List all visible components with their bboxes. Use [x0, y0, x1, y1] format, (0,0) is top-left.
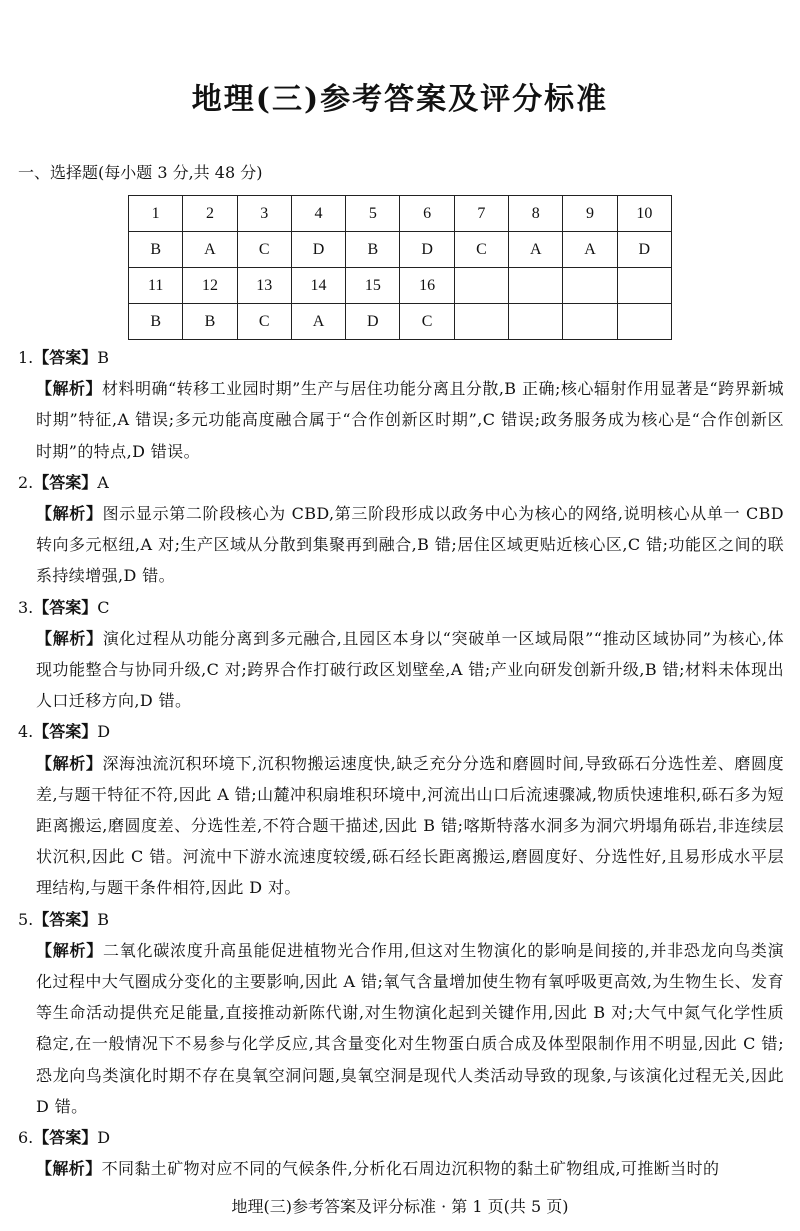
analysis-paragraph — [36, 1153, 784, 1184]
question-number: 1. — [18, 348, 34, 367]
analysis-paragraph — [36, 623, 784, 717]
answer-item — [18, 467, 784, 592]
answer-table-row — [129, 232, 672, 268]
answer-value: B — [97, 909, 110, 929]
answer-label: 【答案】 — [33, 472, 98, 492]
answer-table-cell: 3 — [237, 196, 291, 232]
analysis-text: 二氧化碳浓度升高虽能促进植物光合作用,但这对生物演化的影响是间接的,并非恐龙向鸟类演化过程中大气圈成分变化的主要影响,因此 A 错;氧气含量增加使生物有氧呼吸更高效,为生物生长、发育等生命活动提供充足能量,直接推动新陈代谢,对生物演化起到关键作用,因此 B 对;大气中氮气化学性质稳定,在一般情况下不易参与化学反应,其含量变化对生物蛋白质合成及体型限制作用不明显,因此 C 错;恐龙向鸟类演化时期不存在臭氧空洞问题,臭氧空洞是现代人类活动导致的现象,与该演化过程无关,因此 D 错。 — [36, 940, 784, 1116]
page-footer: 地理(三)参考答案及评分标准 · 第 1 页(共 5 页) — [231, 1197, 569, 1216]
analysis-paragraph — [36, 748, 784, 904]
analysis-label: 【解析】 — [36, 1159, 102, 1179]
answer-table-cell: C — [237, 304, 291, 340]
answer-table-cell: 8 — [509, 196, 563, 232]
answer-table-cell: 1 — [129, 196, 183, 232]
answer-table-cell — [454, 268, 508, 304]
answer-item — [18, 904, 784, 1122]
answer-line — [18, 342, 784, 373]
analysis-paragraph — [36, 935, 784, 1122]
section-heading: 一、选择题(每小题 3 分,共 48 分) — [18, 163, 263, 182]
answer-line — [18, 592, 784, 623]
answer-table-cell: 11 — [129, 268, 183, 304]
question-number: 4. — [18, 722, 34, 742]
analysis-label: 【解析】 — [36, 379, 102, 399]
analysis-paragraph — [36, 373, 784, 467]
answer-table-cell — [563, 304, 617, 340]
answer-table-cell: D — [617, 232, 671, 268]
analysis-text: 材料明确“转移工业园时期”生产与居住功能分离且分散,B 正确;核心辐射作用显著是“跨界新城时期”特征,A 错误;多元功能高度融合属于“合作创新区时期”,C 错误;政务服务成为核心是“合作创新区时期”的特点,D 错误。 — [36, 379, 784, 461]
answer-value: A — [97, 472, 109, 492]
answer-explanations — [18, 342, 784, 1192]
answer-item — [18, 342, 784, 467]
answer-table-cell: 16 — [400, 268, 454, 304]
analysis-text: 演化过程从功能分离到多元融合,且园区本身以“突破单一区域局限”“推动区域协同”为核心,体现功能整合与协同升级,C 对;跨界合作打破行政区划壁垒,A 错;产业向研发创新升级,B 错;材料未体现出人口迁移方向,D 错。 — [36, 628, 784, 711]
answer-table-cell: 14 — [291, 268, 345, 304]
answer-table-cell — [454, 304, 508, 340]
answer-label: 【答案】 — [33, 722, 98, 742]
question-number: 6. — [18, 1128, 34, 1148]
answer-value: D — [97, 722, 111, 742]
question-number: 2. — [18, 472, 34, 492]
answer-item — [18, 592, 784, 717]
answer-table-cell: 4 — [291, 196, 345, 232]
answer-table-cell: B — [346, 232, 400, 268]
analysis-label: 【解析】 — [36, 628, 103, 648]
answer-table-cell — [563, 268, 617, 304]
answer-table-cell: C — [454, 232, 508, 268]
answer-value: D — [97, 1128, 111, 1148]
answer-label: 【答案】 — [33, 1128, 98, 1148]
answer-table-cell: 7 — [454, 196, 508, 232]
answer-table-cell — [509, 268, 563, 304]
answer-table-cell: B — [183, 304, 237, 340]
answer-table-row — [129, 268, 672, 304]
answer-table-cell: D — [400, 232, 454, 268]
analysis-text: 图示显示第二阶段核心为 CBD,第三阶段形成以政务中心为核心的网络,说明核心从单一 CBD 转向多元枢纽,A 对;生产区域从分散到集聚再到融合,B 错;居住区域更贴近核心区,C 错;功能区之间的联系持续增强,D 错。 — [36, 504, 784, 586]
answer-line — [18, 467, 784, 498]
answer-line — [18, 716, 784, 747]
answer-table-cell: 2 — [183, 196, 237, 232]
answer-key-table — [128, 195, 672, 340]
answer-line — [18, 1122, 784, 1153]
analysis-label: 【解析】 — [36, 940, 103, 960]
answer-label: 【答案】 — [33, 597, 98, 617]
answer-item — [18, 1122, 784, 1184]
answer-table-cell: A — [563, 232, 617, 268]
answer-table-cell: 12 — [183, 268, 237, 304]
analysis-text: 深海浊流沉积环境下,沉积物搬运速度快,缺乏充分分选和磨圆时间,导致砾石分选性差、磨圆度差,与题干特征不符,因此 A 错;山麓冲积扇堆积环境中,河流出山口后流速骤减,物质快速堆积,砾石多为短距离搬运,磨圆度差、分选性差,不符合题干描述,因此 B 错;喀斯特落水洞多为洞穴坍塌角砾岩,非连续层状沉积,因此 C 错。河流中下游水流速度较缓,砾石经长距离搬运,磨圆度好、分选性好,且易形成水平层理结构,与题干条件相符,因此 D 对。 — [36, 753, 784, 898]
answer-table-cell: 13 — [237, 268, 291, 304]
question-number: 3. — [18, 597, 34, 617]
answer-table-cell: B — [129, 232, 183, 268]
answer-table-cell: 6 — [400, 196, 454, 232]
page-title: 地理(三)参考答案及评分标准 — [191, 82, 609, 117]
answer-item — [18, 716, 784, 903]
answer-table-cell — [509, 304, 563, 340]
analysis-label: 【解析】 — [36, 504, 103, 524]
answer-table-cell: D — [346, 304, 400, 340]
question-number: 5. — [18, 909, 34, 929]
answer-table-cell: 10 — [617, 196, 671, 232]
answer-label: 【答案】 — [33, 909, 98, 929]
answer-line — [18, 904, 784, 935]
answer-table-cell: B — [129, 304, 183, 340]
answer-table-cell: 15 — [346, 268, 400, 304]
answer-table-cell — [617, 268, 671, 304]
analysis-text: 不同黏土矿物对应不同的气候条件,分析化石周边沉积物的黏土矿物组成,可推断当时的 — [101, 1159, 720, 1179]
analysis-label: 【解析】 — [36, 753, 103, 773]
answer-table-row — [129, 196, 672, 232]
answer-table-cell: C — [237, 232, 291, 268]
answer-value: C — [97, 597, 110, 617]
answer-label: 【答案】 — [33, 348, 98, 367]
answer-table-cell: A — [291, 304, 345, 340]
answer-table-cell: D — [291, 232, 345, 268]
answer-table-cell: 5 — [346, 196, 400, 232]
answer-table-cell: A — [183, 232, 237, 268]
answer-table-cell: 9 — [563, 196, 617, 232]
analysis-paragraph — [36, 498, 784, 592]
answer-table-row — [129, 304, 672, 340]
answer-value: B — [97, 348, 110, 367]
answer-table-cell: A — [509, 232, 563, 268]
answer-table-cell — [617, 304, 671, 340]
answer-table-cell: C — [400, 304, 454, 340]
